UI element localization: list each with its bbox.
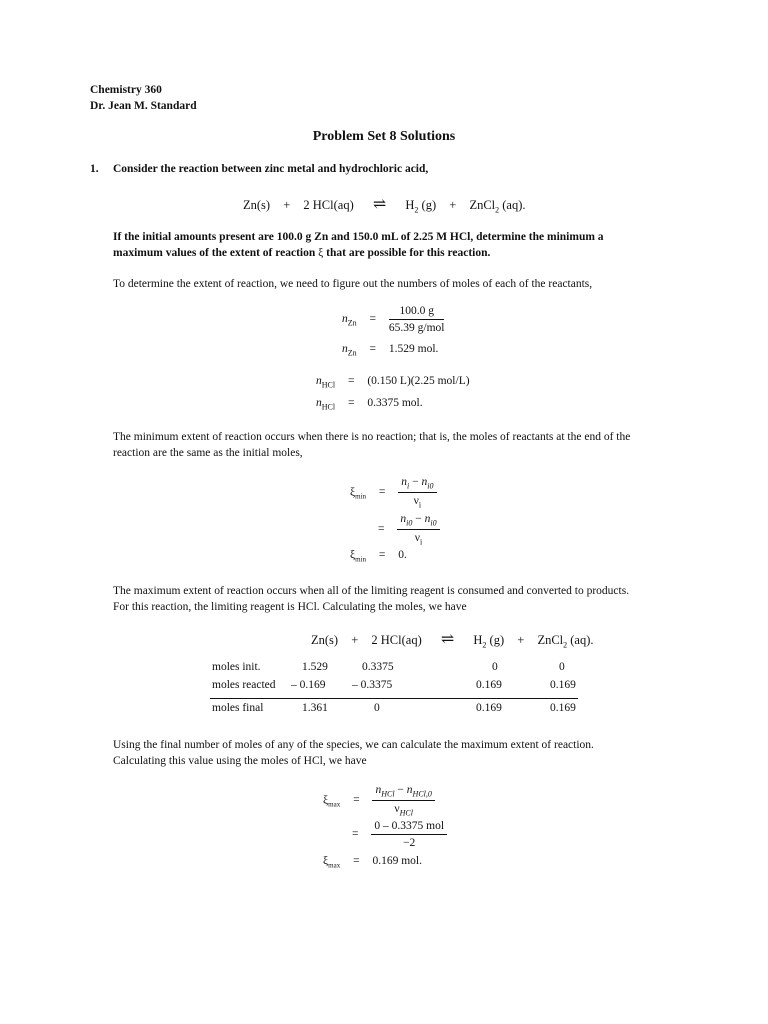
equation-n-zn-result: $n_{Zn} = 1.529$ mol. [342,343,439,358]
cell-hcl: – 0.3375 [352,679,393,691]
equation-n-zn-fraction: $n_{Zn}$ = $\frac{100.0 g}{\text{65.39 g/mol}}$ [342,305,445,334]
course-name: Chemistry 360 [90,84,162,96]
cell-zncl2: 0.169 [550,702,576,714]
cell-zn: – 0.169 [291,679,326,691]
cell-zncl2: 0 [559,661,565,673]
equation-xi-max-substituted: = $\frac{\text{0 – 0.3375 mol}}{-2}$ [352,820,447,849]
row-label: moles init. [212,661,261,673]
cell-h2: 0.169 [476,679,502,691]
cell-hcl: 0.3375 [362,661,394,673]
problem-statement: Consider the reaction between zinc metal and hydrochloric acid, [113,163,429,175]
moles-table [210,661,582,720]
equation-n-hcl-result: $n_{HCl} = 0.3375$ mol. [316,397,423,412]
reactant-hcl: 2 HCl(aq) [303,198,354,212]
table-row [210,661,582,679]
table-row [210,679,582,697]
reactant-zn: Zn(s) [243,198,271,212]
cell-zn: 1.361 [302,702,328,714]
paragraph-moles-intro: To determine the extent of reaction, we need to figure out the numbers of moles of each of the reactants, [113,278,593,290]
cell-h2: 0.169 [476,702,502,714]
equation-n-hcl-product: $n_{HCl} = (0.150$ L)(2.25 mol/L) [316,375,470,390]
equation-xi-max-result: $\xi_{max} = 0.169$ mol. [323,855,422,870]
equation-xi-max-definition: $\xi_{max}$ = $\frac{n_{HCl} - n_{HCl,0}}{\nu_{HCl}}$ [323,784,435,818]
paragraph-min-extent: The minimum extent of reaction occurs when there is no reaction; that is, the moles of reactants at the end of the reaction are the same as the initial moles, [113,431,631,459]
cell-hcl: 0 [374,702,380,714]
paragraph-final-moles: Using the final number of moles of any of the species, we can calculate the maximum extent of reaction. Calculating this value using the moles of HCl, we have [113,739,594,767]
question-text: If the initial amounts present are 100.0 g Zn and 150.0 mL of 2.25 M HCl, determine the minimum a maximum values of the extent of reaction ξ that are possible for this reaction. [113,231,604,259]
page-title: Problem Set 8 Solutions [312,129,456,144]
product-zncl2: ZnCl$_2$ (aq). [469,198,526,215]
equation-xi-min-substituted: = $\frac{n_{i0} - n_{i0}}{\nu_i}$ [378,513,440,547]
reaction-equation [243,194,526,215]
plus-sign: + [449,198,457,212]
row-label: moles final [212,702,264,714]
table-row [210,702,582,720]
equation-xi-min-result: $\xi_{min} = 0$. [350,549,407,564]
instructor-name: Dr. Jean M. Standard [90,100,197,112]
paragraph-max-extent: The maximum extent of reaction occurs when all of the limiting reagent is consumed and converted to products. For this reaction, the limiting reagent is HCl. Calculating the moles, we have [113,585,630,613]
cell-zncl2: 0.169 [550,679,576,691]
reaction-equation-2: Zn(s) + 2 HCl(aq) ⇌ $H_2$ (g) + ZnCl$_2$ (aq). [311,631,594,650]
equation-xi-min-definition: $\xi_{min}$ = $\frac{n_i - n_{i0}}{\nu_i}$ [350,476,437,510]
cell-h2: 0 [492,661,498,673]
table-divider [210,698,578,699]
product-h2: $H_2$ (g) [405,198,437,215]
cell-zn: 1.529 [302,661,328,673]
equilibrium-arrow: ⇌ [440,631,455,648]
plus-sign: + [283,198,291,212]
problem-number: 1. [90,163,99,175]
row-label: moles reacted [212,679,276,691]
equilibrium-arrow: ⇌ [372,196,387,213]
